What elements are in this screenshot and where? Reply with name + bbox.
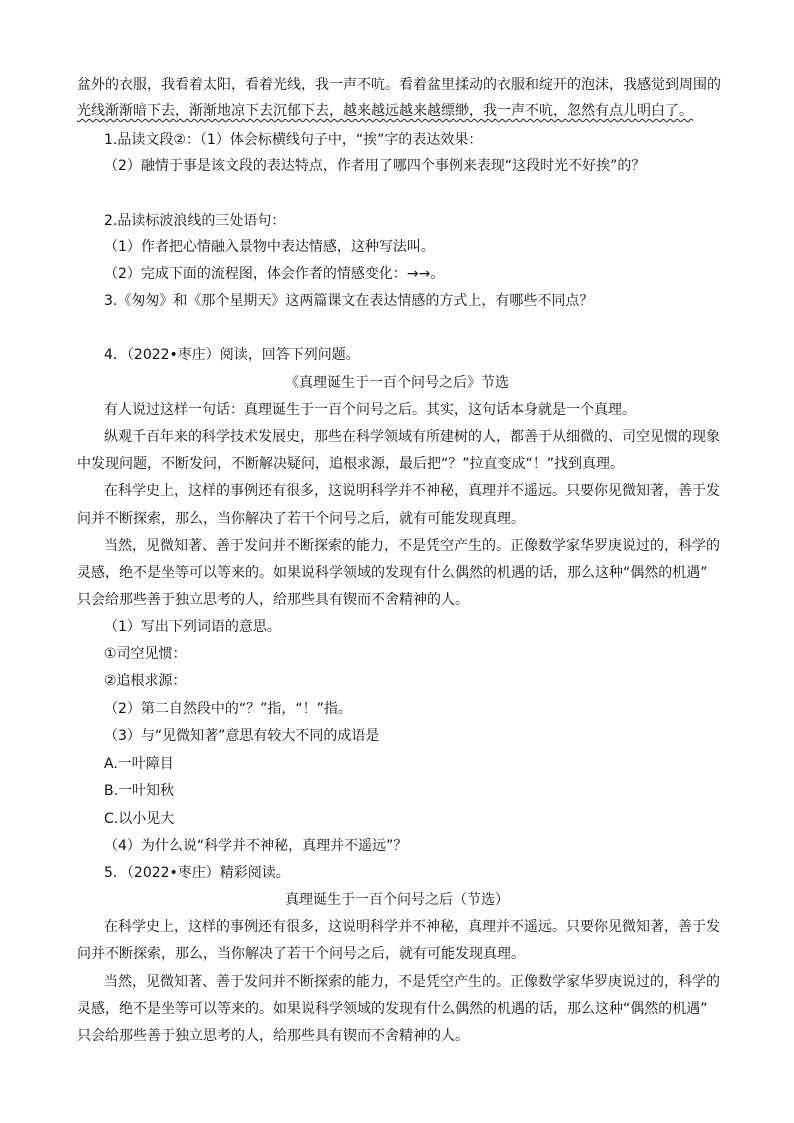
passage-title-2: 真理诞生于一百个问号之后（节选）: [285, 892, 509, 908]
passage-1-line-5: 问并不断探索，那么，当你解决了若干个问号之后，就有可能发现真理。: [77, 511, 525, 527]
passage-1-line-3: 中发现问题，不断发问，不断解决疑问，追根求源，最后把“？”拉直变成“！”找到真理。: [77, 456, 625, 472]
passage-2-line-3: 当然，见微知著、善于发问并不断探索的能力，不是凭空产生的。正像数学家华罗庚说过的，科学的: [104, 974, 720, 990]
option-c: C.以小见大: [104, 811, 175, 827]
question-4-part-3: （3）与“见微知著”意思有较大不同的成语是: [104, 728, 380, 744]
passage-2-line-4: 灵感，绝不是坐等可以等来的。如果说科学领域的发现有什么偶然的机遇的话，那么这种“偶然的机遇”: [77, 1001, 708, 1017]
question-4-part-1: （1）写出下列词语的意思。: [104, 619, 281, 635]
question-2: 2.品读标波浪线的三处语句：: [104, 213, 286, 229]
option-b: B.一叶知秋: [104, 783, 175, 799]
passage-2-line-1: 在科学史上，这样的事例还有很多，这说明科学并不神秘，真理并不遥远。只要你见微知著，善于发: [104, 919, 720, 935]
question-4-part-4: （4）为什么说“科学并不神秘，真理并不遥远”？: [104, 838, 408, 854]
passage-line-1: 盆外的衣服，我看着太阳，看着光线，我一声不吭。看着盆里揉动的衣服和绽开的泡沫，我感觉到周围的: [77, 77, 721, 93]
question-1-part-1: 1.品读文段②：（1）体会标横线句子中，“挨”字的表达效果：: [104, 132, 483, 148]
passage-line-2: 光线渐渐暗下去，渐渐地凉下去沉郁下去，越来越远越来越缥缈，我一声不吭，忽然有点儿明白了。: [77, 103, 693, 119]
question-2-part-1: （1）作者把心情融入景物中表达情感，这种写法叫。: [104, 239, 435, 255]
question-1-part-2: （2）融情于事是该文段的表达特点，作者用了哪四个事例来表现“这段时光不好挨”的？: [104, 158, 646, 174]
question-2-part-2: （2）完成下面的流程图，体会作者的情感变化：→→。: [104, 266, 445, 282]
question-4-term-1: ①司空见惯：: [104, 646, 187, 662]
passage-1-line-7: 灵感，绝不是坐等可以等来的。如果说科学领域的发现有什么偶然的机遇的话，那么这种“偶然的机遇”: [77, 565, 708, 581]
passage-1-line-1: 有人说过这样一句话：真理诞生于一百个问号之后。其实，这句话本身就是一个真理。: [104, 402, 636, 418]
question-4-header: 4．（2022•枣庄）阅读，回答下列问题。: [104, 347, 360, 363]
option-a: A.一叶障目: [104, 756, 174, 772]
passage-1-line-2: 纵观千百年来的科学技术发展史，那些在科学领域有所建树的人，都善于从细微的、司空见惯的现象: [104, 429, 720, 445]
question-3: 3.《匆匆》和《那个星期天》这两篇课文在表达情感的方式上，有哪些不同点？: [104, 293, 594, 309]
passage-1-line-6: 当然，见微知著、善于发问并不断探索的能力，不是凭空产生的。正像数学家华罗庚说过的，科学的: [104, 538, 720, 554]
question-4-part-2: （2）第二自然段中的“？”指，“！”指。: [104, 701, 352, 717]
passage-2-line-2: 问并不断探索，那么，当你解决了若干个问号之后，就有可能发现真理。: [77, 946, 525, 962]
passage-2-line-5: 只会给那些善于独立思考的人，给那些具有锲而不舍精神的人。: [77, 1028, 469, 1044]
question-4-term-2: ②追根求源：: [104, 673, 187, 689]
passage-title-1: 《真理诞生于一百个问号之后》节选: [285, 375, 509, 391]
question-5-header: 5．（2022•枣庄）精彩阅读。: [104, 865, 290, 881]
passage-1-line-4: 在科学史上，这样的事例还有很多，这说明科学并不神秘，真理并不遥远。只要你见微知著，善于发: [104, 483, 720, 499]
passage-1-line-8: 只会给那些善于独立思考的人，给那些具有锲而不舍精神的人。: [77, 592, 469, 608]
